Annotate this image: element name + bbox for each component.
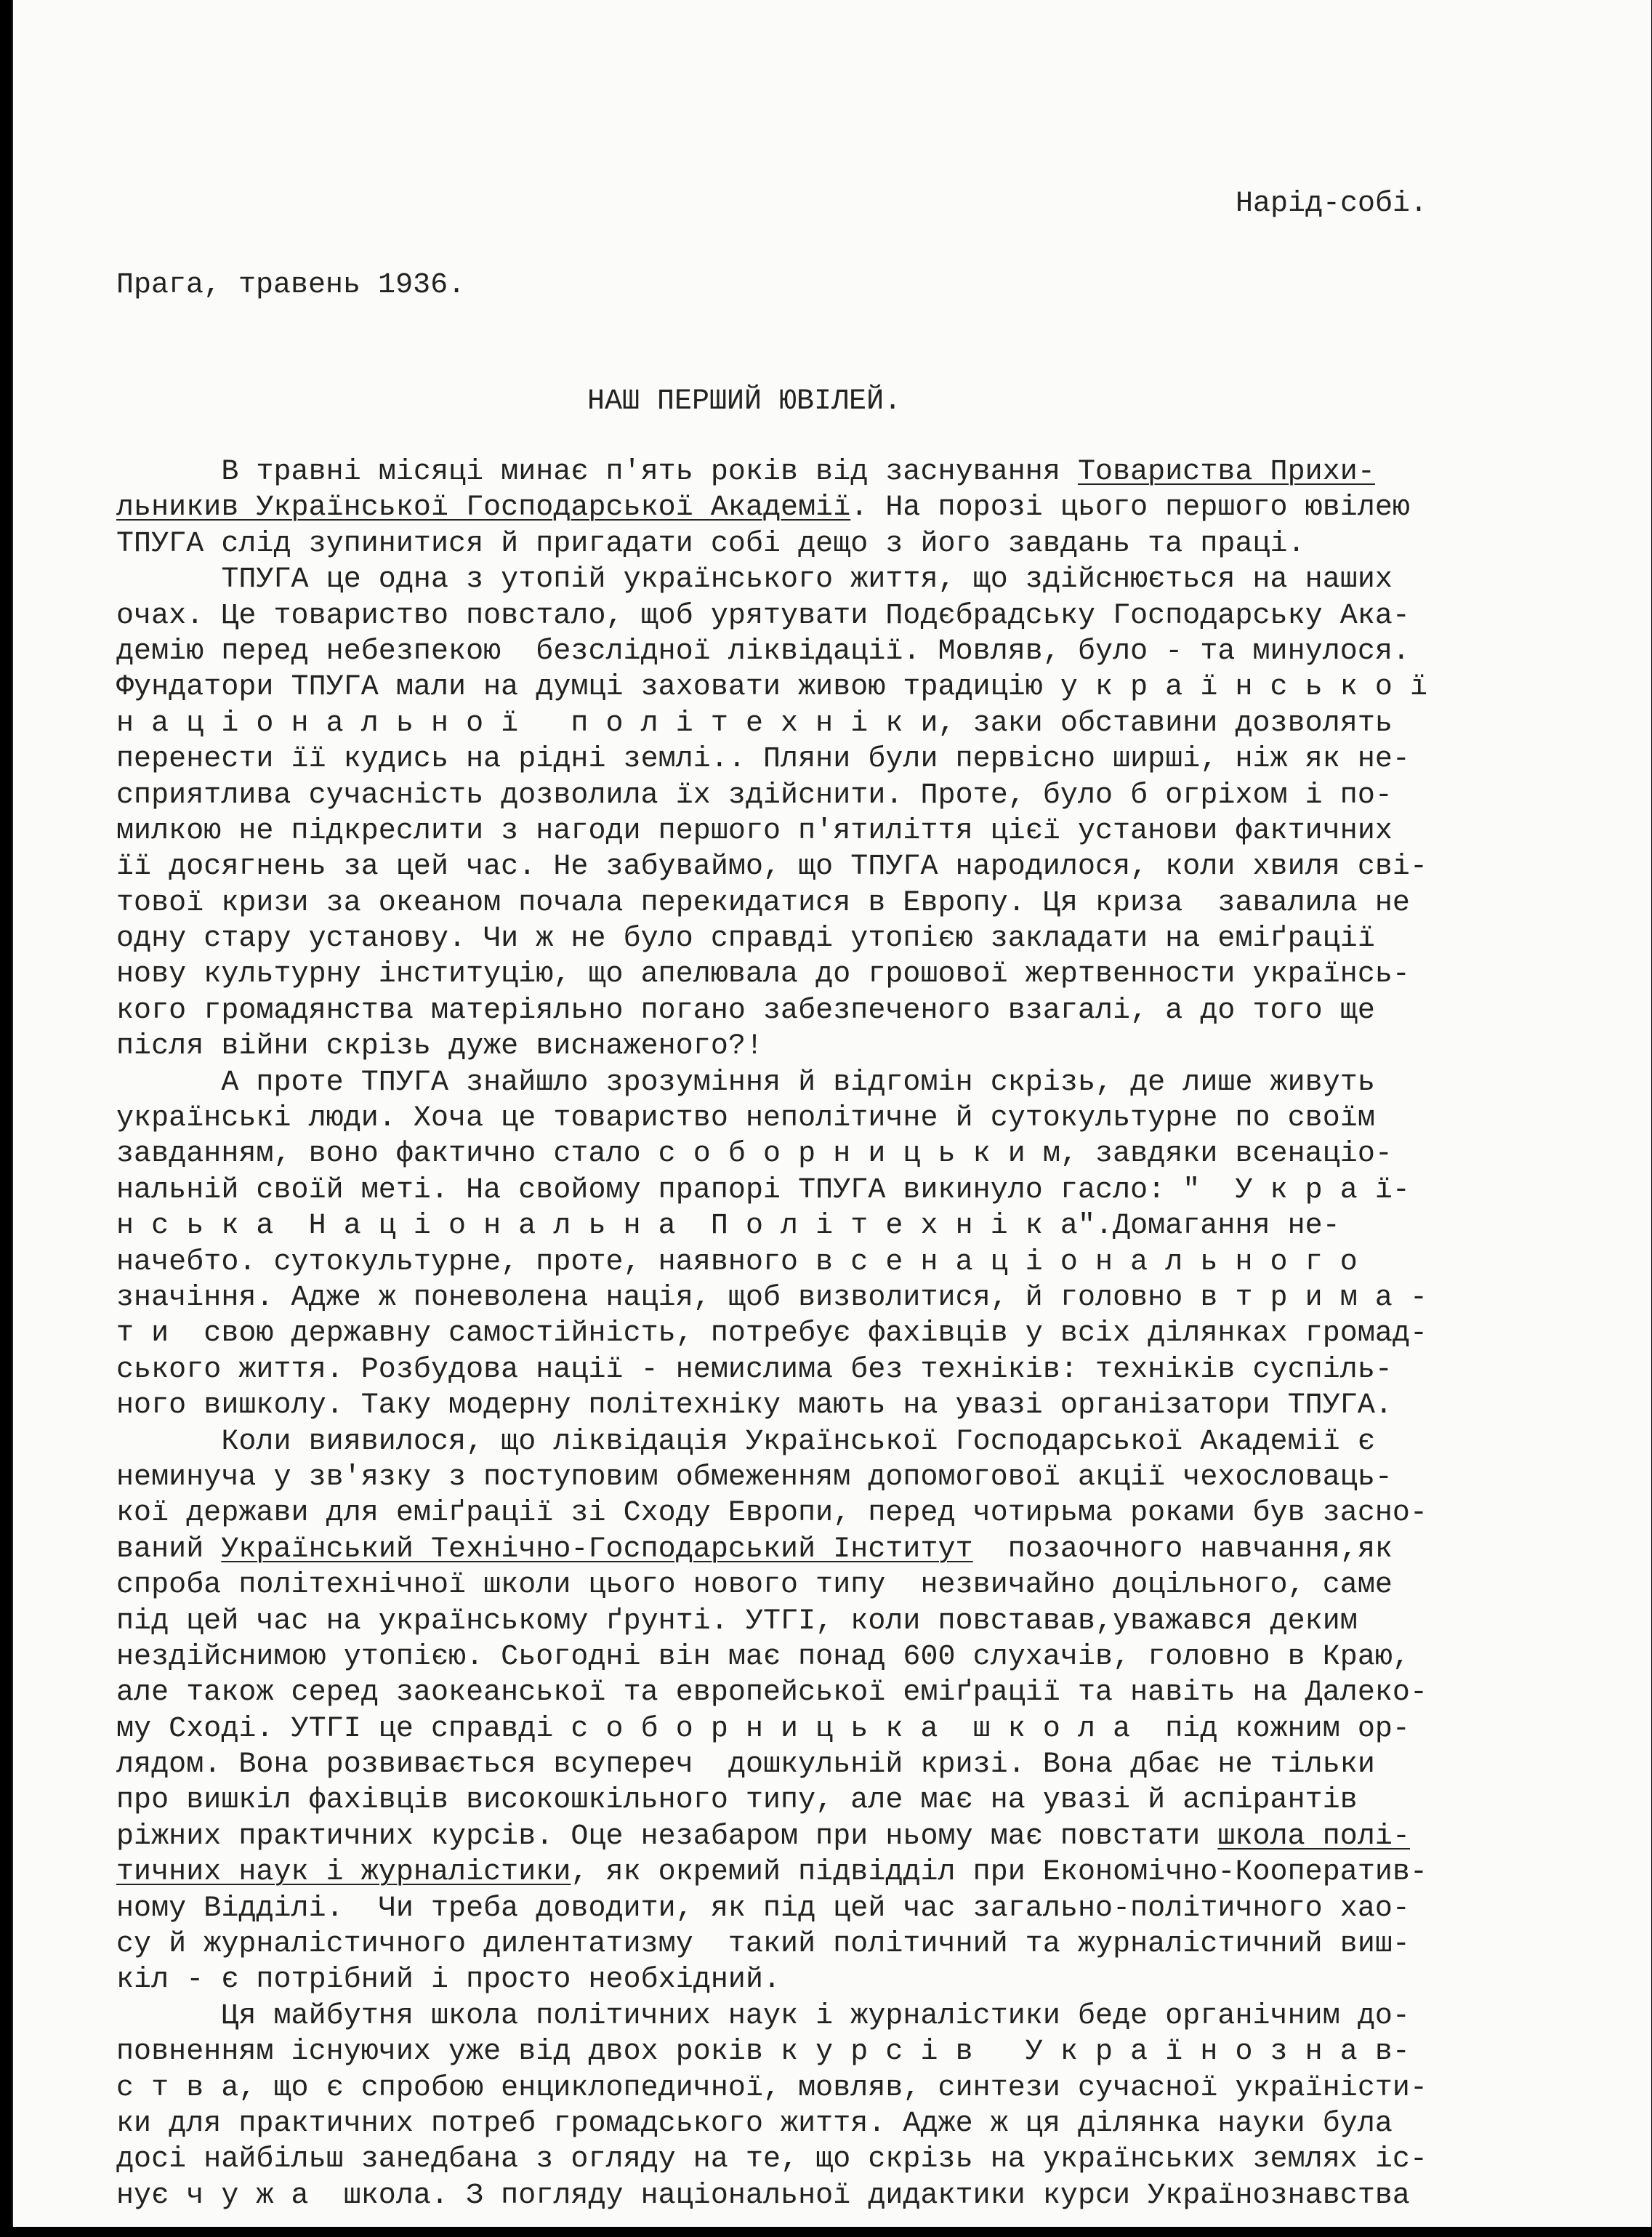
text-segment: , як окремий підвідділ при Економічно-Кооператив- xyxy=(571,1856,1428,1889)
text-line xyxy=(116,1495,1592,1531)
text-segment: ТПУГА це одна з утопій українського життя, що здійснюється на наших xyxy=(116,563,1393,597)
text-line xyxy=(116,885,1592,921)
text-line xyxy=(116,1136,1592,1172)
header-note: Нарід-собі. xyxy=(1236,188,1428,220)
text-line xyxy=(116,1675,1592,1711)
text-segment: неминуча у зв'язку з поступовим обмеженням допомогової акції чехословаць- xyxy=(116,1461,1393,1494)
text-line xyxy=(116,562,1592,598)
text-line xyxy=(116,993,1592,1029)
text-segment: після війни скрізь дуже виснаженого?! xyxy=(116,1030,763,1064)
text-line xyxy=(116,1352,1592,1388)
text-segment: позаочного навчання,як xyxy=(972,1533,1393,1566)
text-line xyxy=(116,2071,1592,2106)
text-segment: му Сході. УТГІ це справді с о б о р н и ц ь к а ш к о л а під кожним ор- xyxy=(116,1712,1410,1746)
text-segment: значіння. Адже ж поневолена нація, щоб визволитися, й головно в т р и м а - xyxy=(116,1281,1428,1314)
text-segment: нову культурну інституцію, що апелювала до грошової жертвенности українсь- xyxy=(116,958,1410,992)
text-segment: ваний xyxy=(116,1533,222,1566)
text-line xyxy=(116,1460,1592,1495)
text-segment: Ця майбутня школа політичних наук і журналістики беде органічним до- xyxy=(116,1999,1410,2033)
text-line xyxy=(116,1639,1592,1675)
underlined-text: Український Технічно-Господарський Інститут xyxy=(221,1533,973,1566)
text-segment: ному Відділі. Чи треба доводити, як під цей час загально-політичного хао- xyxy=(116,1892,1410,1925)
text-segment: завданням, воно фактично стало с о б о р н и ц ь к и м, завдяки всенаціо- xyxy=(116,1138,1393,1171)
text-line xyxy=(116,849,1592,885)
text-line xyxy=(116,2142,1592,2177)
text-segment: демію перед небезпекою безслідної ліквідації. Мовляв, було - та минулося. xyxy=(116,635,1410,668)
text-line xyxy=(116,1065,1592,1101)
text-line xyxy=(116,1855,1592,1890)
text-line xyxy=(116,1819,1592,1855)
text-segment: перенести її кудись на рідні землі.. Пляни були первісно ширші, ніж як не- xyxy=(116,743,1410,776)
text-segment: очах. Це товариство повстало, щоб урятувати Подєбрадську Господарську Ака- xyxy=(116,599,1410,632)
text-line xyxy=(116,1711,1592,1747)
text-line xyxy=(116,1783,1592,1818)
text-segment: одну стару установу. Чи ж не було справді утопією закладати на еміґрації xyxy=(116,923,1375,956)
text-segment: про вишкіл фахівців високошкільного типу, але має на увазі й аспірантів xyxy=(116,1784,1358,1818)
text-line xyxy=(116,526,1592,562)
text-line xyxy=(116,1927,1592,1962)
text-segment: А проте ТПУГА знайшло зрозуміння й відгомін скрізь, де лише живуть xyxy=(116,1066,1375,1099)
text-segment: . На порозі цього першого ювілею xyxy=(850,491,1410,525)
text-segment: тової кризи за океаном почала перекидатися в Европу. Ця криза завалила не xyxy=(116,886,1410,920)
text-line xyxy=(116,814,1592,849)
text-line xyxy=(116,1604,1592,1639)
place-date: Прага, травень 1936. xyxy=(116,269,466,302)
text-line xyxy=(116,1532,1592,1567)
text-segment: українські люди. Хоча це товариство неполітичне й сутокультурне по своїм xyxy=(116,1102,1375,1136)
text-segment: кого громадянства матеріяльно погано забезпеченого взагалі, а до того ще xyxy=(116,994,1375,1027)
text-line xyxy=(116,670,1592,705)
text-segment: нує ч у ж а школа. З погляду національної дидактики курси Українознавства xyxy=(116,2179,1410,2212)
text-segment: н с ь к а Н а ц і о н а л ь н а П о л і т е х н і к а".Домагання не- xyxy=(116,1210,1340,1243)
underlined-text: тичних наук і журналістики xyxy=(116,1856,571,1889)
text-segment: су й журналістичного дилентатизму такий політичний та журналістичний виш- xyxy=(116,1928,1410,1961)
underlined-text: Товариства Прихи- xyxy=(1077,456,1375,489)
text-line xyxy=(116,1029,1592,1064)
text-line xyxy=(116,2178,1592,2214)
text-segment: милкою не підкреслити з нагоди першого п'ятиліття цієї установи фактичних xyxy=(116,814,1393,848)
text-segment: повненням існуючих уже від двох років к у р с і в У к р а ї н о з н а в- xyxy=(116,2036,1410,2069)
text-line xyxy=(116,1280,1592,1316)
text-segment: ТПУГА слід зупинитися й пригадати собі дещо з його завдань та праці. xyxy=(116,527,1305,561)
text-line xyxy=(116,1891,1592,1927)
text-segment: ського життя. Розбудова нації - немислима без техніків: техніків суспіль- xyxy=(116,1353,1393,1386)
text-line xyxy=(116,490,1592,526)
text-segment: сприятлива сучасність дозволила їх здійснити. Проте, було б огріхом і по- xyxy=(116,779,1393,812)
document-page xyxy=(12,0,1651,2227)
text-segment: т и свою державну самостійність, потребує фахівців у всіх ділянках громад- xyxy=(116,1317,1428,1351)
text-line xyxy=(116,957,1592,992)
text-line xyxy=(116,2106,1592,2142)
text-line xyxy=(116,1316,1592,1352)
text-segment: ного вишколу. Таку модерну політехніку мають на увазі організатори ТПУГА. xyxy=(116,1389,1393,1423)
text-line xyxy=(116,706,1592,742)
text-segment: В травні місяці минає п'ять років від заснування xyxy=(116,456,1078,489)
text-line xyxy=(116,454,1592,490)
text-line xyxy=(116,1567,1592,1603)
text-line xyxy=(116,742,1592,777)
text-segment: ки для практичних потреб громадського життя. Адже ж ця ділянка науки була xyxy=(116,2107,1393,2140)
text-line xyxy=(116,1101,1592,1136)
text-segment: кої держави для еміґрації зі Сходу Европи, перед чотирьма роками був засно- xyxy=(116,1497,1428,1530)
text-segment: її досягнень за цей час. Не забуваймо, що ТПУГА народилося, коли хвиля сві- xyxy=(116,851,1428,884)
underlined-text: льникив Української Господарської Академії xyxy=(116,491,851,525)
text-segment: спроба політехнічної школи цього нового типу незвичайно доцільного, саме xyxy=(116,1569,1393,1602)
document-body xyxy=(116,454,1592,2214)
text-line xyxy=(116,1962,1592,1998)
text-line xyxy=(116,1424,1592,1460)
text-segment: ріжних практичних курсів. Оце незабаром при ньому має повстати xyxy=(116,1820,1218,1853)
text-line xyxy=(116,1173,1592,1208)
text-segment: досі найбільш занедбана з огляду на те, що скрізь на українських землях іс- xyxy=(116,2143,1428,2177)
text-segment: Фундатори ТПУГА мали на думці заховати живою традицію у к р а ї н с ь к о ї xyxy=(116,671,1428,704)
text-line xyxy=(116,598,1592,634)
text-segment: Коли виявилося, що ліквідація Української Господарської Академії є xyxy=(116,1425,1375,1458)
document-title: НАШ ПЕРШИЙ ЮВІЛЕЙ. xyxy=(587,385,902,418)
text-segment: начебто. сутокультурне, проте, наявного в с е н а ц і о н а л ь н о г о xyxy=(116,1245,1358,1279)
text-segment: лядом. Вона розвивається всупереч дошкульній кризі. Вона дбає не тільки xyxy=(116,1748,1375,1782)
text-segment: н а ц і о н а л ь н о ї п о л і т е х н і к и, заки обставини дозволять xyxy=(116,707,1393,740)
text-segment: під цей час на українському ґрунті. УТГІ, коли повставав,уважався деким xyxy=(116,1605,1358,1638)
text-line xyxy=(116,1747,1592,1783)
text-line xyxy=(116,634,1592,670)
text-segment: с т в а, що є спробою енциклопедичної, мовляв, синтези сучасної україністи- xyxy=(116,2071,1428,2105)
text-segment: але також серед заокеанської та европейської еміґрації та навіть на Далеко- xyxy=(116,1676,1428,1710)
text-line xyxy=(116,1999,1592,2034)
text-line xyxy=(116,1388,1592,1423)
text-line xyxy=(116,921,1592,957)
text-line xyxy=(116,1208,1592,1244)
text-line xyxy=(116,2034,1592,2070)
text-segment: нездійснимою утопією. Сьогодні він має понад 600 слухачів, головно в Краю, xyxy=(116,1640,1410,1674)
underlined-text: школа полі- xyxy=(1217,1820,1410,1853)
text-segment: нальній своїй меті. На свойому прапорі ТПУГА викинуло гасло: " У к р а ї- xyxy=(116,1173,1410,1207)
text-segment: кіл - є потрібний і просто необхідний. xyxy=(116,1964,781,1997)
text-line xyxy=(116,1245,1592,1280)
text-line xyxy=(116,778,1592,814)
